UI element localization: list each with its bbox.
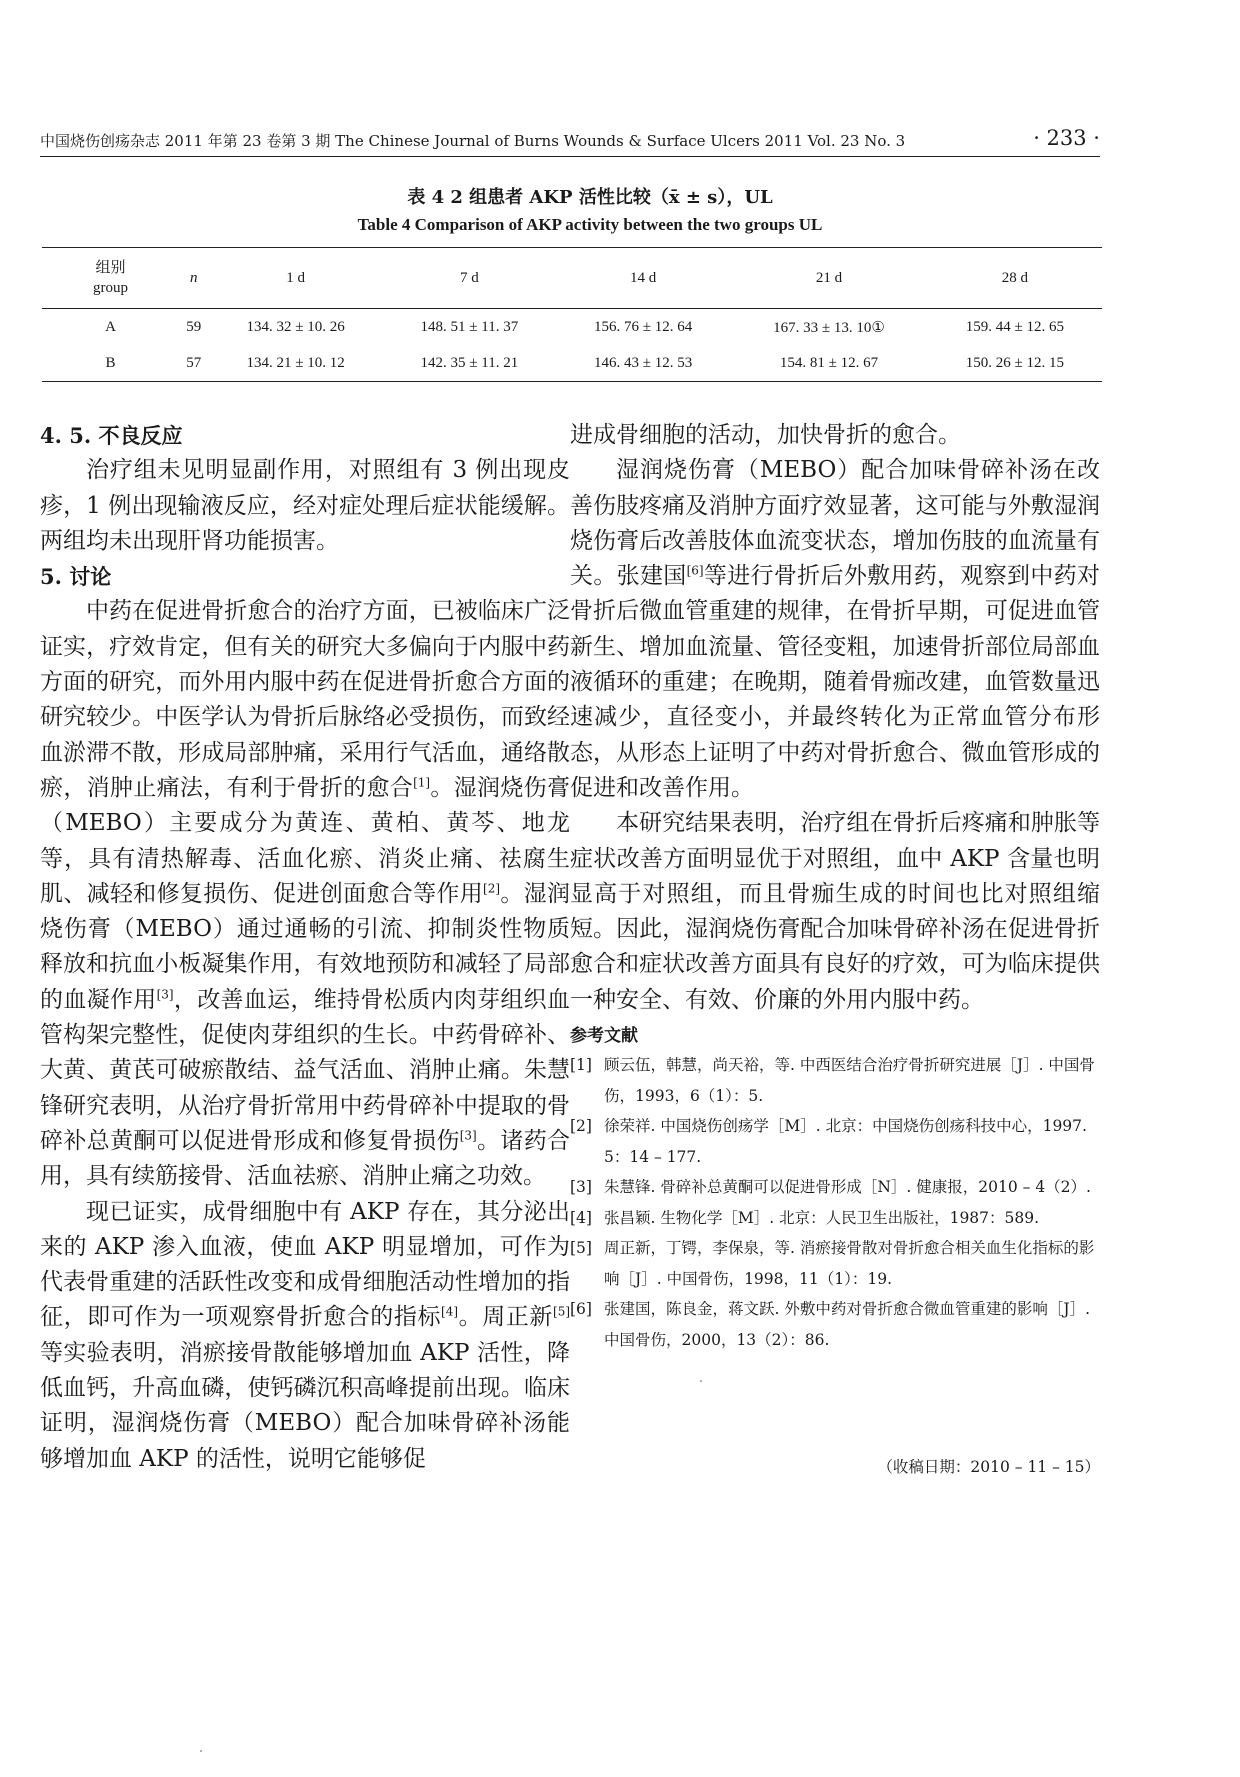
cell: B <box>42 345 179 382</box>
citation: [2] <box>483 881 501 896</box>
cell: 146. 43 ± 12. 53 <box>556 345 730 382</box>
section-5-title: 5. 讨论 <box>40 564 112 590</box>
reference-text: 张建国，陈良金，蒋文跃. 外敷中药对骨折愈合微血管重建的影响［J］. 中国骨伤，2000，13（2）：86. <box>604 1300 1090 1349</box>
text: ，改善血运，维持骨松质内肉芽组织血管构架完整性，促使肉芽组织的生长。中药骨碎补、大黄、黄芪可破瘀散结、益气活血、消肿止痛。朱慧锋研究表明，从治疗骨折常用中药骨碎补中提取的骨碎补总黄酮可以促进骨形成和修复骨损伤 <box>40 986 571 1154</box>
cell: 167. 33 ± 13. 10① <box>773 319 885 336</box>
cell: 159. 44 ± 12. 65 <box>965 318 1064 335</box>
text: 。湿润烧伤膏（MEBO）主要成分为黄连、黄柏、黄芩、地龙等，具有清热解毒、活血化瘀、消炎止痛、祛腐生肌、减轻和修复损伤、促进创面愈合等作用 <box>40 774 571 907</box>
citation: [3] <box>156 987 174 1002</box>
citation: [5] <box>553 1304 571 1319</box>
cell: 59 <box>186 318 202 335</box>
header-1d: 1 d <box>209 248 383 309</box>
citation: [4] <box>441 1304 459 1319</box>
cell: 134. 21 ± 10. 12 <box>209 345 383 382</box>
text: 等进行骨折后外敷用药，观察到中药对骨折后微血管重建的规律，在骨折早期，可促进血管新生、增加血流量、管径变粗，加速骨折部位局部血液循环的重建；在晚期，随着骨痂改建，血管数量迅速减少，直径变小，并最终转化为正常血管分布形态，从形态上证明了中药对骨折愈合、微血管形成的促进和改善作用。 <box>570 563 1101 801</box>
reference-item <box>570 1172 1100 1203</box>
section-4-5-title: 4. 5. 不良反应 <box>40 423 183 448</box>
right-column <box>570 418 1100 1355</box>
table-caption-en: Table 4 Comparison of AKP activity between the two groups UL <box>357 215 823 234</box>
paragraph: 进成骨细胞的活动，加快骨折的愈合。 <box>570 422 961 448</box>
journal-header: 中国烧伤创疡杂志 2011 年第 23 卷第 3 期 The Chinese Journal of Burns Wounds & Surface Ulcers 2011 Vol. 23 No. 3 <box>40 132 906 150</box>
citation: [1] <box>413 775 431 790</box>
cell: 142. 35 ± 11. 21 <box>383 345 556 382</box>
reference-number: [2] <box>570 1117 592 1136</box>
reference-number: [3] <box>570 1178 592 1197</box>
cell: A <box>105 318 116 335</box>
header-28d: 28 d <box>928 248 1102 309</box>
left-column <box>40 418 570 1477</box>
text: 。湿润烧伤膏（MEBO）通过通畅的引流、抑制炎性物质释放和抗血小板凝集作用，有效地预防和减轻了局部的血凝作用 <box>40 880 571 1013</box>
text: 湿润烧伤膏（MEBO）配合加味骨碎补汤在改善伤肢疼痛及消肿方面疗效显著，这可能与外敷湿润烧伤膏后改善肢体血流变状态，增加伤肢的血流量有关。张建国 <box>570 457 1100 590</box>
reference-number: [4] <box>570 1208 592 1227</box>
paragraph: 本研究结果表明，治疗组在骨折后疼痛和肿胀等症状改善方面明显优于对照组，血中 AKP 含量也明显高于对照组，而且骨痂生成的时间也比对照组缩短。因此，湿润烧伤膏配合加味骨碎补汤在促进骨折愈合和症状改善方面具有良好的疗效，可为临床提供一种安全、有效、价廉的外用内服中药。 <box>570 810 1100 1013</box>
text: 。周正新 <box>458 1304 554 1331</box>
header-14d: 14 d <box>556 248 730 309</box>
text: 。诸药合用，具有续筋接骨、活血祛瘀、消肿止痛之功效。 <box>40 1127 571 1190</box>
running-header <box>40 126 1100 157</box>
table-caption-cn: 表 4 2 组患者 AKP 活性比较（x̄ ± s），UL <box>407 187 773 208</box>
references-title: 参考文献 <box>570 1026 638 1047</box>
header-21d: 21 d <box>730 248 928 309</box>
header-n: n <box>179 248 209 309</box>
cell: 57 <box>179 345 209 382</box>
paragraph <box>40 594 570 1194</box>
akp-table <box>42 247 1102 382</box>
table-row <box>42 345 1102 382</box>
scan-speck <box>200 1750 202 1752</box>
page-number: · 233 · <box>1033 126 1100 150</box>
paragraph <box>40 1195 570 1477</box>
paragraph <box>570 453 1100 806</box>
cell: 150. 26 ± 12. 15 <box>928 345 1102 382</box>
cell: 148. 51 ± 11. 37 <box>420 318 519 335</box>
cell: 134. 32 ± 10. 26 <box>246 318 345 335</box>
header-group: 组别 group <box>42 248 179 309</box>
reference-item <box>570 1111 1100 1172</box>
text: 中药在促进骨折愈合的治疗方面，已被临床广泛证实，疗效肯定，但有关的研究大多偏向于内服中药方面的研究，而外用内服中药在促进骨折愈合方面的研究较少。中医学认为骨折后脉络必受损伤，而致经血淤滞不散，形成局部肿痛，采用行气活血，通络散瘀，消肿止痛法，有利于骨折的愈合 <box>40 598 570 801</box>
reference-item <box>570 1233 1100 1294</box>
reference-text: 顾云伍，韩慧，尚天裕，等. 中西医结合治疗骨折研究进展［J］. 中国骨伤，1993，6（1）：5. <box>604 1056 1095 1105</box>
reference-item <box>570 1050 1100 1111</box>
text: 现已证实，成骨细胞中有 AKP 存在，其分泌出来的 AKP 渗入血液，使血 AKP 明显增加，可作为代表骨重建的活跃性改变和成骨细胞活动性增加的指征，即可作为一项观察骨折愈合的指标 <box>40 1198 570 1331</box>
reference-list <box>570 1050 1100 1355</box>
cell: 154. 81 ± 12. 67 <box>730 345 928 382</box>
table-row <box>42 309 1102 346</box>
reference-number: [1] <box>570 1056 592 1075</box>
citation: [6] <box>686 563 704 578</box>
reference-text: 张昌颖. 生物化学［M］. 北京：人民卫生出版社，1987：589. <box>604 1208 1040 1227</box>
scan-speck <box>700 1380 702 1382</box>
citation: [3] <box>459 1128 477 1143</box>
received-date: （收稿日期：2010 – 11 – 15） <box>877 1458 1100 1476</box>
paragraph: 治疗组未见明显副作用，对照组有 3 例出现皮疹，1 例出现输液反应，经对症处理后症状能缓解。两组均未出现肝肾功能损害。 <box>40 457 570 554</box>
reference-number: [6] <box>570 1300 592 1319</box>
reference-item <box>570 1294 1100 1355</box>
reference-number: [5] <box>570 1239 592 1258</box>
reference-text: 徐荣祥. 中国烧伤创疡学［M］. 北京：中国烧伤创疡科技中心，1997. 5：14 – 177. <box>604 1117 1087 1166</box>
cell: 156. 76 ± 12. 64 <box>593 318 693 335</box>
text: 等实验表明，消瘀接骨散能够增加血 AKP 活性，降低血钙，升高血磷，使钙磷沉积高峰提前出现。临床证明，湿润烧伤膏（MEBO）配合加味骨碎补汤能够增加血 AKP 的活性，说明它能够促 <box>40 1339 570 1472</box>
header-7d: 7 d <box>383 248 556 309</box>
table-header-row <box>42 248 1102 309</box>
reference-text: 周正新，丁锷，李保泉，等. 消瘀接骨散对骨折愈合相关血生化指标的影响［J］. 中国骨伤，1998，11（1）：19. <box>604 1239 1095 1288</box>
reference-item <box>570 1203 1100 1234</box>
reference-text: 朱慧锋. 骨碎补总黄酮可以促进骨形成［N］. 健康报，2010 – 4（2）. <box>604 1178 1091 1197</box>
